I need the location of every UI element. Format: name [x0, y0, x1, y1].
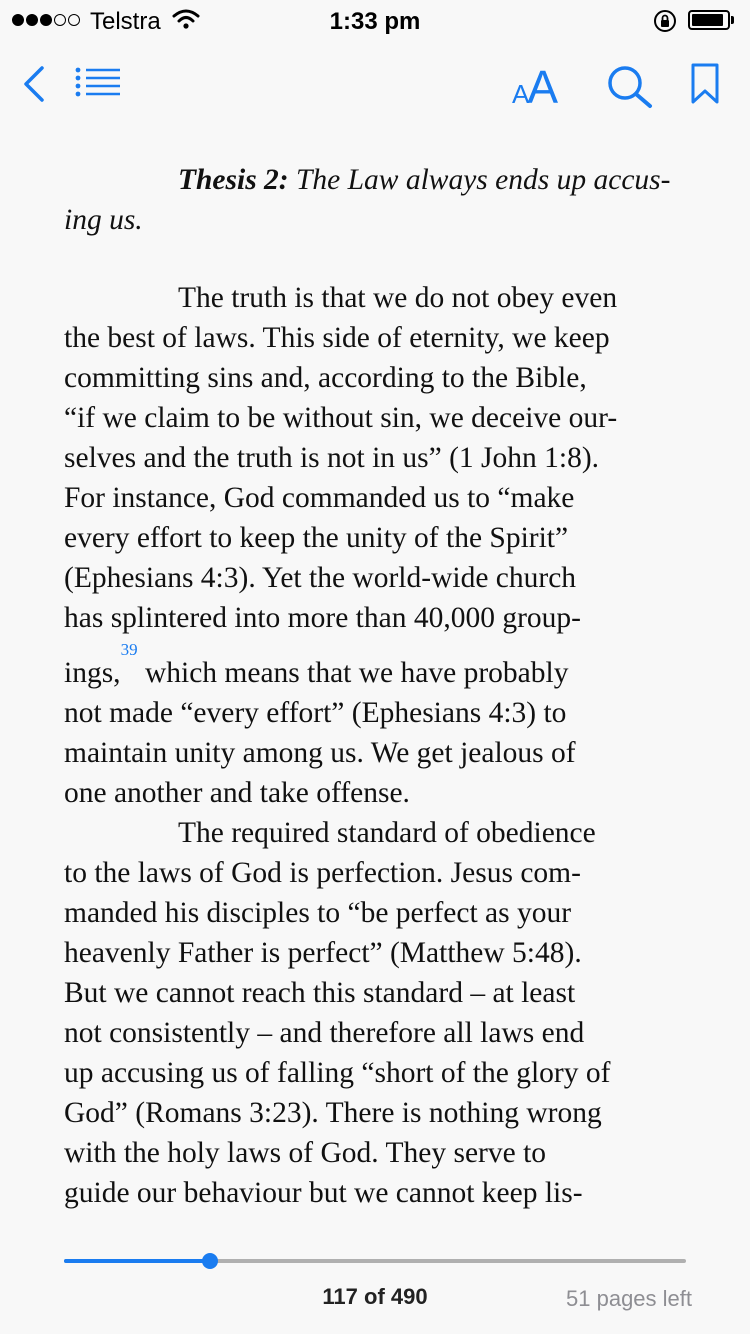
text-line: not consistently – and therefore all laws end — [64, 1016, 585, 1049]
progress-thumb[interactable] — [202, 1253, 218, 1269]
text-line: God” (Romans 3:23). There is nothing wrong — [64, 1096, 602, 1129]
battery-tip — [731, 16, 734, 24]
text-line: the best of laws. This side of eternity, we keep — [64, 322, 610, 354]
status-time: 1:33 pm — [329, 8, 421, 35]
carrier-name: Telstra — [90, 8, 161, 35]
thesis-label: Thesis 2: — [178, 164, 289, 196]
search-icon — [606, 64, 654, 110]
progress-fill — [64, 1259, 210, 1263]
text-line: manded his disciples to “be perfect as your — [64, 896, 572, 929]
back-button[interactable] — [18, 64, 48, 109]
text-line: The truth is that we do not obey even — [178, 282, 618, 314]
paragraph-2 — [64, 813, 700, 1213]
reading-progress-slider[interactable] — [64, 1259, 686, 1263]
paragraph-1 — [64, 278, 700, 813]
text-line-with-footnote — [64, 640, 700, 693]
text-fragment: which means that we have probably — [137, 656, 569, 689]
text-line: The required standard of obedience — [178, 816, 596, 849]
thesis-text: The Law always ends up accus- — [288, 164, 671, 196]
thesis-heading — [64, 160, 700, 240]
text-fragment: ings, — [64, 656, 121, 689]
text-line: has splintered into more than 40,000 group- — [64, 602, 581, 634]
text-line: But we cannot reach this standard – at least — [64, 976, 576, 1009]
footnote-link[interactable]: 39 — [120, 640, 138, 659]
text-line: to the laws of God is perfection. Jesus com- — [64, 856, 581, 889]
text-line: (Ephesians 4:3). Yet the world-wide church — [64, 562, 577, 594]
table-of-contents-button[interactable] — [74, 66, 122, 103]
text-line: committing sins and, according to the Bible, — [64, 362, 587, 394]
book-page-content — [64, 160, 700, 1213]
text-line: heavenly Father is perfect” (Matthew 5:48). — [64, 936, 582, 969]
font-big-glyph: A — [527, 61, 559, 113]
bookmark-icon — [690, 62, 720, 106]
page-indicator: 117 of 490 — [322, 1284, 428, 1309]
chevron-left-icon — [18, 64, 48, 104]
rotation-lock-icon — [652, 8, 678, 41]
bookmark-button[interactable] — [690, 62, 720, 111]
text-line: up accusing us of falling “short of the glory of — [64, 1056, 611, 1089]
search-button[interactable] — [606, 64, 654, 115]
text-line: one another and take offense. — [64, 776, 410, 809]
list-icon — [74, 66, 122, 98]
text-line: “if we claim to be without sin, we deceive our- — [64, 402, 618, 434]
pages-left-label: 51 pages left — [566, 1286, 692, 1311]
status-bar — [0, 0, 750, 40]
font-small-glyph: A — [512, 79, 530, 109]
font-size-button[interactable] — [512, 60, 558, 114]
text-line: For instance, God commanded us to “make — [64, 482, 575, 514]
text-line: selves and the truth is not in us” (1 John 1:8). — [64, 442, 600, 474]
text-line: not made “every effort” (Ephesians 4:3) to — [64, 696, 567, 729]
text-line: every effort to keep the unity of the Spirit” — [64, 522, 569, 554]
text-line: guide our behaviour but we cannot keep lis- — [64, 1176, 583, 1209]
battery-level — [692, 14, 723, 26]
battery-icon — [688, 10, 730, 30]
thesis-text-cont: ing us. — [64, 204, 143, 236]
text-line: with the holy laws of God. They serve to — [64, 1136, 547, 1169]
reader-toolbar — [0, 50, 750, 120]
text-line: maintain unity among us. We get jealous of — [64, 736, 576, 769]
